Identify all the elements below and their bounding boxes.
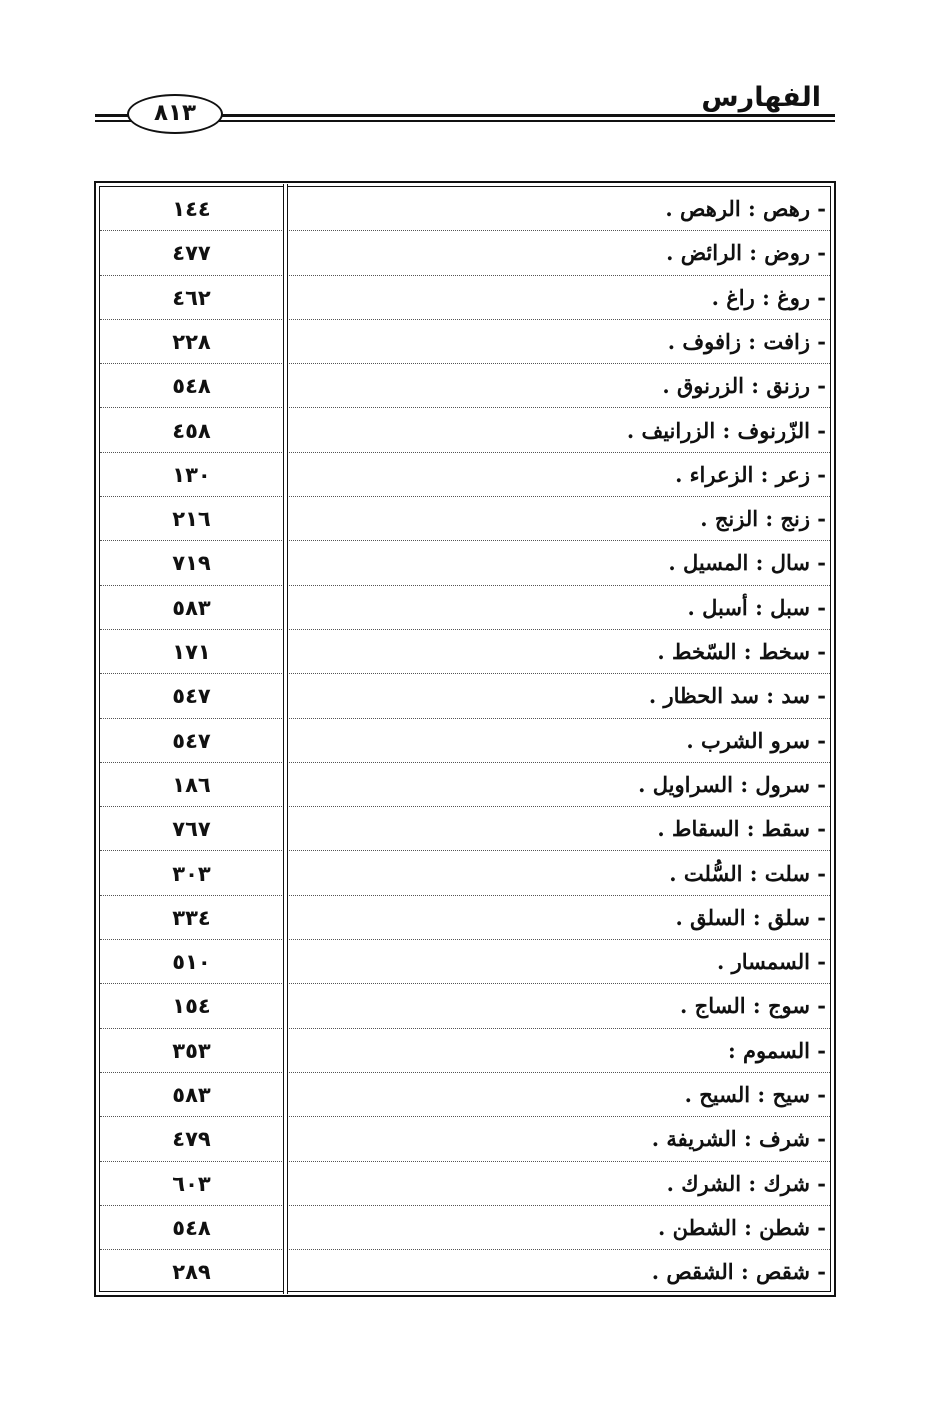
index-page-number: ٤٧٧ (172, 241, 211, 266)
index-page-number: ٣٠٣ (172, 861, 211, 886)
index-page-number: ٥٤٧ (172, 684, 211, 709)
index-row (100, 231, 830, 275)
index-row (100, 1073, 830, 1117)
index-page-number: ١٨٦ (172, 772, 211, 797)
index-row (100, 763, 830, 807)
index-term: - روغ : راغ . (711, 284, 826, 310)
index-term: - الزّرنوف : الزرانيف . (626, 417, 826, 443)
index-page-number: ٤٥٨ (172, 418, 211, 443)
index-row (100, 1206, 830, 1250)
index-row (100, 984, 830, 1028)
page-number: ٨١٣ (127, 94, 223, 134)
index-row (100, 630, 830, 674)
index-page-number: ٧١٩ (172, 551, 211, 576)
index-term: - سقط : السقاط . (657, 816, 826, 842)
index-term: - شرك : الشرك . (666, 1170, 826, 1196)
index-row (100, 940, 830, 984)
index-table-inner (99, 186, 831, 1292)
index-term: - سلق : السلق . (675, 904, 826, 930)
index-page-number: ١٧١ (172, 640, 211, 664)
index-row (100, 1162, 830, 1206)
index-page-number: ٤٦٢ (172, 285, 211, 310)
index-page-number: ٤٧٩ (172, 1127, 211, 1152)
index-page-number: ٧٦٧ (172, 817, 211, 842)
index-row (100, 497, 830, 541)
page-title: الفهارس (695, 82, 827, 114)
index-term: - سرو الشرب . (686, 727, 826, 753)
index-row (100, 1029, 830, 1073)
index-page-number: ١٣٠ (172, 462, 211, 487)
index-page-number: ٢٨٩ (172, 1260, 211, 1285)
index-page-number: ٥٤٨ (172, 1215, 211, 1240)
index-term: - سخط : السّخط . (657, 639, 826, 664)
index-row (100, 1250, 830, 1294)
index-row (100, 1117, 830, 1161)
index-term: - سيح : السيح . (684, 1082, 826, 1107)
index-term: - زنج : الزنج . (700, 506, 826, 532)
index-row (100, 364, 830, 408)
index-page-number: ٥٨٣ (172, 1083, 211, 1107)
index-term: - سرول : السراويل . (638, 771, 826, 797)
index-table (94, 181, 836, 1297)
index-page-number: ٥١٠ (172, 950, 211, 975)
index-term: - روض : الرائض . (666, 240, 826, 266)
index-page-number: ٣٣٤ (172, 905, 211, 930)
index-row (100, 674, 830, 718)
index-term: - السموم : (727, 1037, 826, 1063)
index-row (100, 541, 830, 585)
index-page-number: ٥٤٧ (172, 728, 211, 753)
index-row (100, 187, 830, 231)
index-term: - سلت : السُّلت . (669, 860, 826, 886)
index-page-number: ١٤٤ (172, 197, 211, 221)
index-page-number: ٥٤٨ (172, 374, 211, 399)
index-term: - سد : سد الحظار . (648, 683, 826, 709)
index-row (100, 807, 830, 851)
index-term: - رزنق : الزرنوق . (662, 373, 826, 399)
index-term: - زعر : الزعراء . (675, 461, 826, 487)
index-row (100, 409, 830, 453)
index-page-number: ١٥٤ (172, 994, 211, 1019)
index-row (100, 453, 830, 497)
index-row (100, 852, 830, 896)
index-page-number: ٢٢٨ (172, 329, 211, 354)
index-term: - رهص : الرهص . (665, 196, 826, 221)
index-page-number: ٥٨٣ (172, 595, 211, 620)
index-page-number: ٦٠٣ (172, 1171, 211, 1196)
index-term: - سوج : الساج . (680, 993, 826, 1019)
index-term: - شقص : الشقص . (651, 1259, 826, 1285)
index-row (100, 276, 830, 320)
index-term: - شطن : الشطن . (657, 1214, 826, 1240)
index-row (100, 320, 830, 364)
index-page-number: ٣٥٣ (172, 1038, 211, 1063)
index-row (100, 896, 830, 940)
index-term: - شرف : الشريفة . (651, 1126, 826, 1152)
index-term: - زافت : زافوف . (667, 328, 826, 354)
index-row (100, 586, 830, 630)
column-divider (283, 184, 288, 1294)
page-header (95, 82, 835, 132)
index-page-number: ٢١٦ (172, 507, 211, 532)
index-row (100, 719, 830, 763)
index-term: - سبل : أسبل . (687, 594, 826, 620)
index-rows (100, 187, 830, 1291)
index-term: - سال : المسيل . (668, 550, 826, 576)
index-term: - السمسار . (716, 949, 826, 975)
